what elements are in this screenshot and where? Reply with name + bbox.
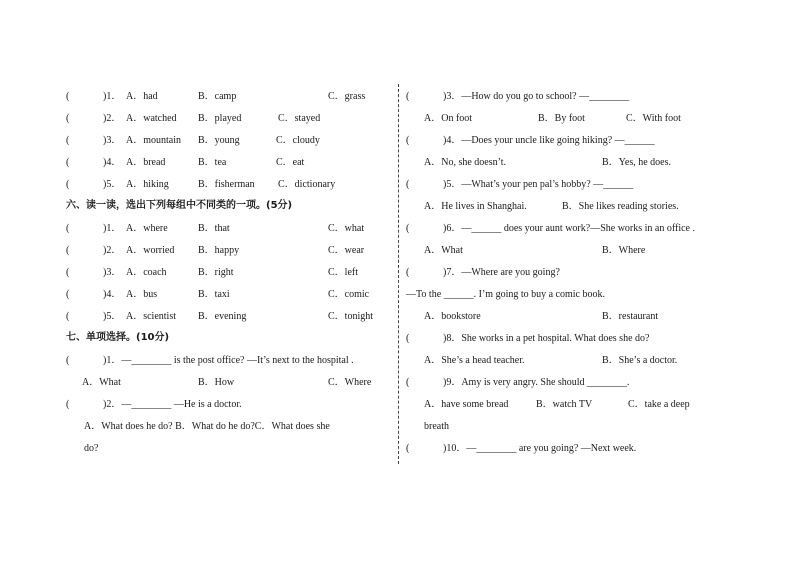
option-b: B．evening bbox=[198, 311, 247, 322]
answer-paren: ( bbox=[66, 355, 70, 366]
option-a: A．On foot bbox=[424, 113, 473, 124]
option-b: B．that bbox=[198, 223, 230, 234]
column-divider bbox=[398, 84, 399, 464]
option-b: B．right bbox=[198, 267, 234, 278]
answer-paren: ( bbox=[66, 135, 70, 146]
option-a: A．scientist bbox=[126, 311, 176, 322]
option-c: C．take a deep bbox=[628, 399, 690, 410]
answer-paren: ( bbox=[66, 223, 70, 234]
option-b: B．camp bbox=[198, 91, 237, 102]
question-number: )3． bbox=[103, 267, 122, 278]
answer-paren: ( bbox=[66, 91, 70, 102]
question-stem: )2．—________ —He is a doctor. bbox=[103, 399, 242, 410]
answer-paren: ( bbox=[66, 311, 70, 322]
answer-paren: ( bbox=[406, 333, 410, 344]
option-a: A．worried bbox=[126, 245, 175, 256]
question-stem: )7．—Where are you going? bbox=[443, 267, 560, 278]
option-b: B．taxi bbox=[198, 289, 230, 300]
option-c: C．what bbox=[328, 223, 365, 234]
question-number: )3． bbox=[103, 135, 122, 146]
answer-paren: ( bbox=[406, 91, 410, 102]
answer-paren: ( bbox=[66, 289, 70, 300]
option-b: B．watch TV bbox=[536, 399, 593, 410]
option-a: A．bus bbox=[126, 289, 158, 300]
question-number: )2． bbox=[103, 245, 122, 256]
option-b: B．happy bbox=[198, 245, 240, 256]
answer-paren: ( bbox=[66, 157, 70, 168]
option-b: B．played bbox=[198, 113, 242, 124]
answer-paren: ( bbox=[406, 223, 410, 234]
question-stem: )5．—What’s your pen pal’s hobby? —______ bbox=[443, 179, 634, 190]
option-a: A．What bbox=[82, 377, 121, 388]
option-a: A．have some bread bbox=[424, 399, 509, 410]
option-c: C．Where bbox=[328, 377, 372, 388]
question-stem-cont: —To the ______. I’m going to buy a comic book. bbox=[406, 289, 605, 300]
option-a: A．had bbox=[126, 91, 158, 102]
option-b: B．fisherman bbox=[198, 179, 255, 190]
option-b: B．She likes reading stories. bbox=[562, 201, 679, 212]
question-stem: )3．—How do you go to school? —________ bbox=[443, 91, 630, 102]
option-b: B．young bbox=[198, 135, 240, 146]
answer-paren: ( bbox=[66, 113, 70, 124]
answer-paren: ( bbox=[406, 443, 410, 454]
section-7-title: 七、单项选择。(10分) bbox=[66, 332, 170, 343]
option-a: A．watched bbox=[126, 113, 177, 124]
option-c: C．tonight bbox=[328, 311, 374, 322]
option-b: B．tea bbox=[198, 157, 227, 168]
option-c: C．With foot bbox=[626, 113, 681, 124]
option-b: B．restaurant bbox=[602, 311, 659, 322]
option-a: A．bookstore bbox=[424, 311, 481, 322]
option-b: B．Where bbox=[602, 245, 646, 256]
option-c-cont: breath bbox=[424, 421, 449, 432]
answer-paren: ( bbox=[406, 179, 410, 190]
option-a: A．hiking bbox=[126, 179, 169, 190]
option-a: A．bread bbox=[126, 157, 166, 168]
option-c: C．wear bbox=[328, 245, 365, 256]
question-stem: )9．Amy is very angry. She should ________. bbox=[443, 377, 630, 388]
option-a: A．What bbox=[424, 245, 463, 256]
answer-paren: ( bbox=[406, 267, 410, 278]
answer-paren: ( bbox=[66, 267, 70, 278]
option-a: A．coach bbox=[126, 267, 167, 278]
section-6-title: 六、读一读，选出下列每组中不同类的一项。(5分) bbox=[66, 200, 293, 211]
question-number: )4． bbox=[103, 157, 122, 168]
question-stem: )1．—________ is the post office? —It’s next to the hospital . bbox=[103, 355, 354, 366]
option-a: A．She’s a head teacher. bbox=[424, 355, 525, 366]
options-text-cont: do? bbox=[84, 443, 99, 454]
answer-paren: ( bbox=[66, 245, 70, 256]
option-b: B．She’s a doctor. bbox=[602, 355, 678, 366]
option-b: B．Yes, he does. bbox=[602, 157, 671, 168]
question-number: )5． bbox=[103, 311, 122, 322]
option-a: A．mountain bbox=[126, 135, 181, 146]
option-c: C．grass bbox=[328, 91, 366, 102]
option-b: B．How bbox=[198, 377, 235, 388]
option-c: C．dictionary bbox=[278, 179, 336, 190]
option-a: A．No, she doesn’t. bbox=[424, 157, 507, 168]
question-number: )5． bbox=[103, 179, 122, 190]
question-stem: )4．—Does your uncle like going hiking? —______ bbox=[443, 135, 655, 146]
option-a: A．where bbox=[126, 223, 168, 234]
question-number: )1． bbox=[103, 91, 122, 102]
question-number: )1． bbox=[103, 223, 122, 234]
options-text: A．What does he do? B．What do he do?C．What does she bbox=[84, 421, 330, 432]
answer-paren: ( bbox=[406, 135, 410, 146]
answer-paren: ( bbox=[66, 179, 70, 190]
answer-paren: ( bbox=[406, 377, 410, 388]
question-number: )4． bbox=[103, 289, 122, 300]
question-stem: )8．She works in a pet hospital. What does she do? bbox=[443, 333, 650, 344]
option-b: B．By foot bbox=[538, 113, 585, 124]
question-stem: )6．—______ does your aunt work?—She works in an office . bbox=[443, 223, 695, 234]
question-stem: )10．—________ are you going? —Next week. bbox=[443, 443, 637, 454]
answer-paren: ( bbox=[66, 399, 70, 410]
option-c: C．comic bbox=[328, 289, 370, 300]
option-c: C．cloudy bbox=[276, 135, 320, 146]
option-a: A．He lives in Shanghai. bbox=[424, 201, 527, 212]
option-c: C．left bbox=[328, 267, 358, 278]
question-number: )2． bbox=[103, 113, 122, 124]
option-c: C．stayed bbox=[278, 113, 321, 124]
option-c: C．eat bbox=[276, 157, 305, 168]
